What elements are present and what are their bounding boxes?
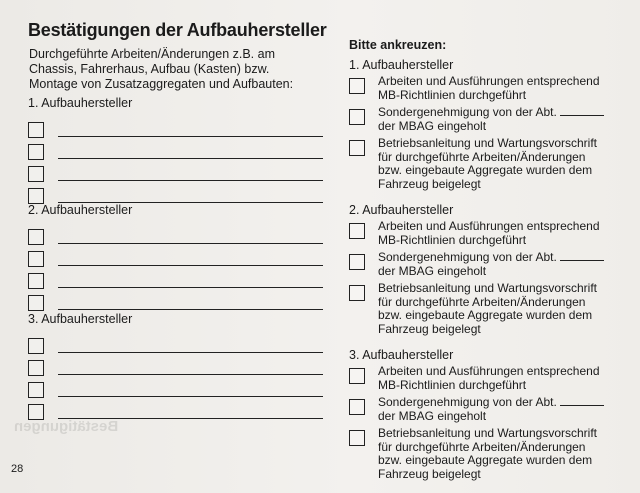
left-section-heading: 1. Aufbauhersteller [28,96,133,110]
option-line: Sondergenehmigung von der Abt. [378,250,557,264]
entry-row [28,332,323,354]
entry-row [28,223,323,245]
option-line: Arbeiten und Ausführungen entsprechend [378,74,600,88]
checkbox[interactable] [349,254,365,270]
entry-line[interactable] [58,395,323,397]
option-compliance [349,220,634,247]
option-manual-enclosed [349,427,634,481]
department-blank-line[interactable] [560,404,604,406]
left-section-2 [28,203,323,311]
checkbox[interactable] [28,273,44,289]
entry-row [28,354,323,376]
option-line: Fahrzeug beigelegt [378,176,481,191]
right-section-heading: 2. Aufbauhersteller [349,203,454,217]
left-section-1 [28,96,323,204]
entry-line[interactable] [58,157,323,159]
option-line: Fahrzeug beigelegt [378,466,481,481]
department-blank-line[interactable] [560,259,604,261]
option-manual-enclosed [349,282,634,336]
checkbox[interactable] [28,382,44,398]
option-line: Betriebsanleitung und Wartungsvorschrift [378,281,597,295]
left-section-3 [28,312,323,420]
checkbox[interactable] [28,188,44,204]
entry-line[interactable] [58,308,323,310]
checkbox[interactable] [28,404,44,420]
checkbox[interactable] [28,338,44,354]
checkbox[interactable] [349,368,365,384]
option-line: bzw. eingebaute Aggregate wurden dem [378,163,593,177]
checkbox[interactable] [349,223,365,239]
option-special-permit [349,251,634,278]
option-line: Betriebsanleitung und Wartungsvorschrift [378,426,597,440]
option-line: MB-Richtlinien durchgeführt [378,232,527,247]
checkbox[interactable] [349,430,365,446]
option-line: Fahrzeug beigelegt [378,321,481,336]
entry-line[interactable] [58,286,323,288]
page-number: 28 [11,463,24,475]
entry-line[interactable] [58,417,323,419]
entry-row [28,138,323,160]
option-line: bzw. eingebaute Aggregate wurden dem [378,308,593,322]
entry-row [28,116,323,138]
intro-line: Montage von Zusatzaggregaten und Aufbauten: [29,77,294,91]
option-line: für durchgeführte Arbeiten/Änderungen [378,149,586,164]
page-title: Bestätigungen der Aufbauhersteller [28,20,327,40]
option-line: bzw. eingebaute Aggregate wurden dem [378,453,593,467]
checkbox[interactable] [28,144,44,160]
option-line: der MBAG eingeholt [378,263,487,278]
show-through-text: Bestätigungen [14,418,119,435]
checkbox[interactable] [349,109,365,125]
option-line: der MBAG eingeholt [378,118,487,133]
right-section-1 [349,58,634,191]
option-compliance [349,365,634,392]
checkbox[interactable] [349,140,365,156]
right-section-heading: 1. Aufbauhersteller [349,58,454,72]
entry-line[interactable] [58,135,323,137]
entry-line[interactable] [58,242,323,244]
option-manual-enclosed [349,137,634,191]
checkbox[interactable] [349,285,365,301]
entry-row [28,376,323,398]
option-special-permit [349,396,634,423]
entry-row [28,182,323,204]
checkbox[interactable] [28,360,44,376]
entry-line[interactable] [58,264,323,266]
option-line: Sondergenehmigung von der Abt. [378,395,557,409]
checkbox[interactable] [28,251,44,267]
right-section-heading: 3. Aufbauhersteller [349,348,454,362]
entry-row [28,398,323,420]
confirmation-checklist [349,38,634,493]
entry-row [28,289,323,311]
checkbox[interactable] [28,122,44,138]
checkbox[interactable] [349,399,365,415]
entry-line[interactable] [58,351,323,353]
option-line: der MBAG eingeholt [378,408,487,423]
left-section-heading: 3. Aufbauhersteller [28,312,133,326]
option-line: MB-Richtlinien durchgeführt [378,87,527,102]
entry-line[interactable] [58,179,323,181]
checkbox[interactable] [28,166,44,182]
right-section-3 [349,348,634,481]
option-line: Arbeiten und Ausführungen entsprechend [378,219,600,233]
option-line: MB-Richtlinien durchgeführt [378,377,527,392]
intro-line: Chassis, Fahrerhaus, Aufbau (Kasten) bzw. [29,62,270,76]
option-line: Betriebsanleitung und Wartungsvorschrift [378,136,597,150]
option-special-permit [349,106,634,133]
checkbox[interactable] [28,229,44,245]
intro-text [29,47,324,92]
option-compliance [349,75,634,102]
option-line: Arbeiten und Ausführungen entsprechend [378,364,600,378]
checkbox[interactable] [349,78,365,94]
entry-row [28,267,323,289]
department-blank-line[interactable] [560,114,604,116]
checklist-heading: Bitte ankreuzen: [349,38,447,52]
right-section-2 [349,203,634,336]
entry-row [28,160,323,182]
option-line: Sondergenehmigung von der Abt. [378,105,557,119]
entry-row [28,245,323,267]
checkbox[interactable] [28,295,44,311]
entry-line[interactable] [58,373,323,375]
intro-line: Durchgeführte Arbeiten/Änderungen z.B. am [29,47,275,61]
option-line: für durchgeführte Arbeiten/Änderungen [378,294,586,309]
option-line: für durchgeführte Arbeiten/Änderungen [378,439,586,454]
left-section-heading: 2. Aufbauhersteller [28,203,133,217]
